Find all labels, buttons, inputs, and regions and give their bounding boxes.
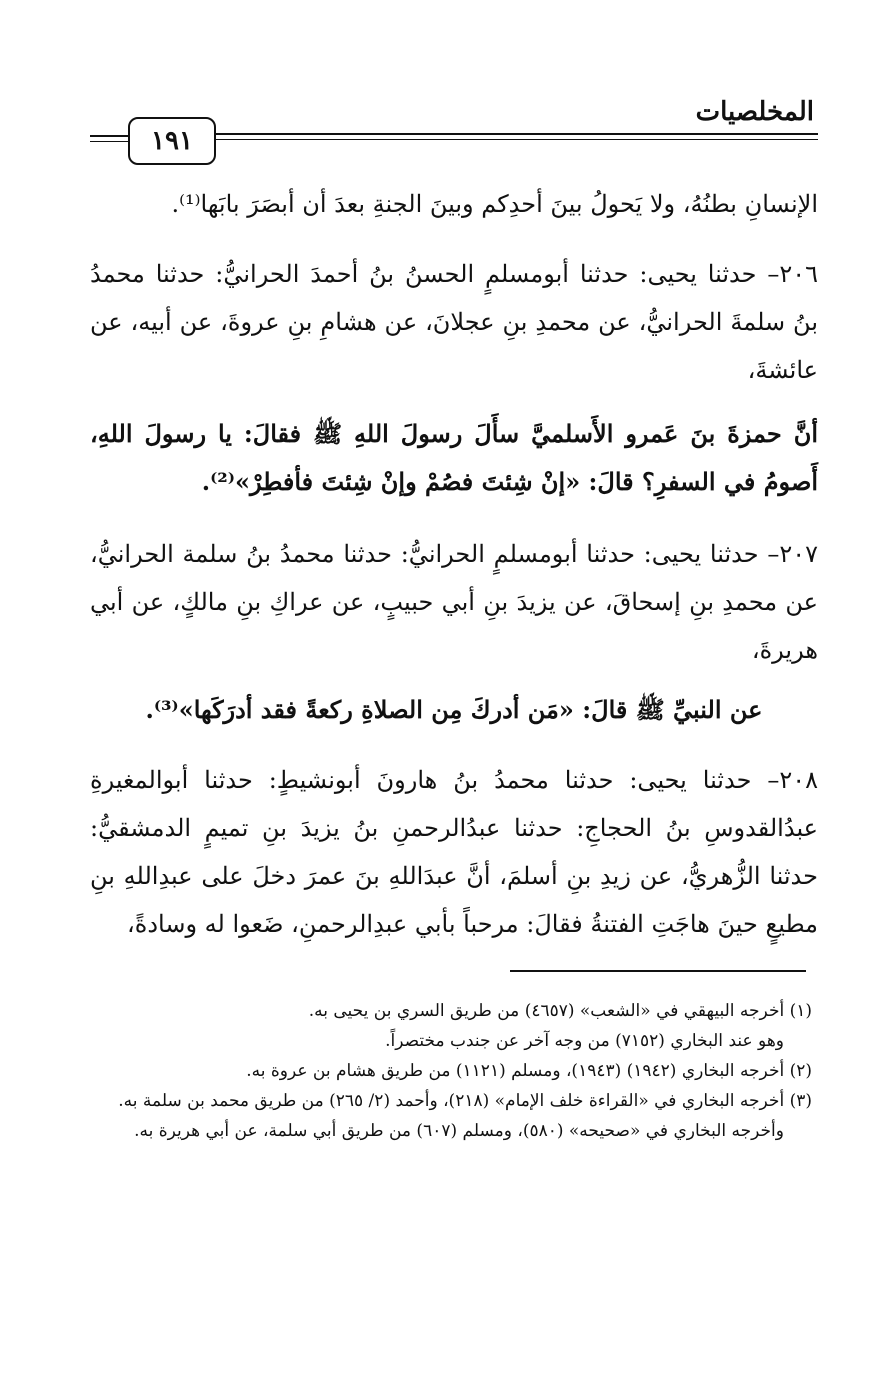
footnote-separator	[510, 970, 806, 972]
main-text	[90, 410, 818, 506]
main-text	[90, 756, 818, 948]
footnote-3-continuation: وأخرجه البخاري في «صحيحه» (٥٨٠)، ومسلم (٦٠٧) من طريق أبي سلمة، عن أبي هريرة به.	[134, 1121, 784, 1141]
hadith-207-isnad: ٢٠٧– حدثنا يحيى: حدثنا أبومسلمٍ الحرانيُّ: حدثنا محمدُ بنُ سلمة الحرانيُّ، عن محمدِ بنِ إسحاقَ، عن يزيدَ بنِ أبي حبيبٍ، عن عراكِ بنِ مالكٍ، عن أبي هريرةَ،	[90, 540, 818, 664]
hadith-206-matn: أنَّ حمزةَ بنَ عَمرو الأَسلميَّ سأَلَ رسولَ اللهِ ﷺ فقالَ: يا رسولَ اللهِ، أَصومُ في السفرِ؟ قالَ: «إنْ شِئتَ فصُمْ وإنْ شِئتَ فأفطِرْ»⁽²⁾.	[90, 419, 818, 496]
header-rule-left-thin	[90, 141, 130, 142]
paragraph-continuation: الإنسانِ بطنُهُ، ولا يَحولُ بينَ أحدِكم وبينَ الجنةِ بعدَ أن أبصَرَ بابَها⁽¹⁾.	[171, 190, 818, 218]
hadith-206-isnad: ٢٠٦– حدثنا يحيى: حدثنا أبومسلمٍ الحسنُ بنُ أحمدَ الحرانيُّ: حدثنا محمدُ بنُ سلمةَ الحرانيُّ، عن محمدِ بنِ عجلانَ، عن هشامِ بنِ عروةَ، عن أبيه، عن عائشةَ،	[90, 260, 818, 384]
footnote-1-continuation: وهو عند البخاري (٧١٥٢) من وجه آخر عن جندب مختصراً.	[385, 1031, 784, 1051]
page-number	[128, 117, 216, 165]
running-title: المخلصيات	[695, 97, 814, 127]
main-text	[90, 530, 818, 674]
header-rule-thin	[210, 139, 818, 140]
page-number-text: ١٩١	[151, 126, 193, 156]
footnote-2: (٢) أخرجه البخاري (١٩٤٢) (١٩٤٣)، ومسلم (١١٢١) من طريق هشام بن عروة به.	[246, 1061, 812, 1081]
main-text	[90, 250, 818, 394]
footnote-1: (١) أخرجه البيهقي في «الشعب» (٤٦٥٧) من طريق السري بن يحيى به.	[308, 1001, 812, 1021]
header-rule	[210, 133, 818, 135]
hadith-208-isnad: ٢٠٨– حدثنا يحيى: حدثنا محمدُ بنُ هارونَ أبونشيطٍ: حدثنا أبوالمغيرةِ عبدُالقدوسِ بنُ الحجاجِ: حدثنا عبدُالرحمنِ بنُ يزيدَ بنِ تميمٍ الدمشقيُّ: حدثنا الزُّهريُّ، عن زيدِ بنِ أسلمَ، أنَّ عبدَاللهِ بنَ عمرَ دخلَ على عبدِاللهِ بنِ مطيعٍ حينَ هاجَتِ الفتنةُ فقالَ: مرحباً بأبي عبدِالرحمنِ، ضَعوا له وسادةً،	[90, 766, 818, 938]
hadith-207-matn: عن النبيِّ ﷺ قالَ: «مَن أدركَ مِن الصلاةِ ركعةً فقد أدرَكَها»⁽³⁾.	[145, 695, 763, 724]
footnotes	[96, 996, 812, 1146]
page-header	[90, 95, 818, 165]
footnote-3: (٣) أخرجه البخاري في «القراءة خلف الإمام» (٢١٨)، وأحمد (٢/ ٢٦٥) من طريق محمد بن سلمة به.	[118, 1091, 812, 1111]
header-rule-left	[90, 135, 130, 137]
main-text	[90, 686, 818, 734]
main-text	[90, 180, 818, 228]
